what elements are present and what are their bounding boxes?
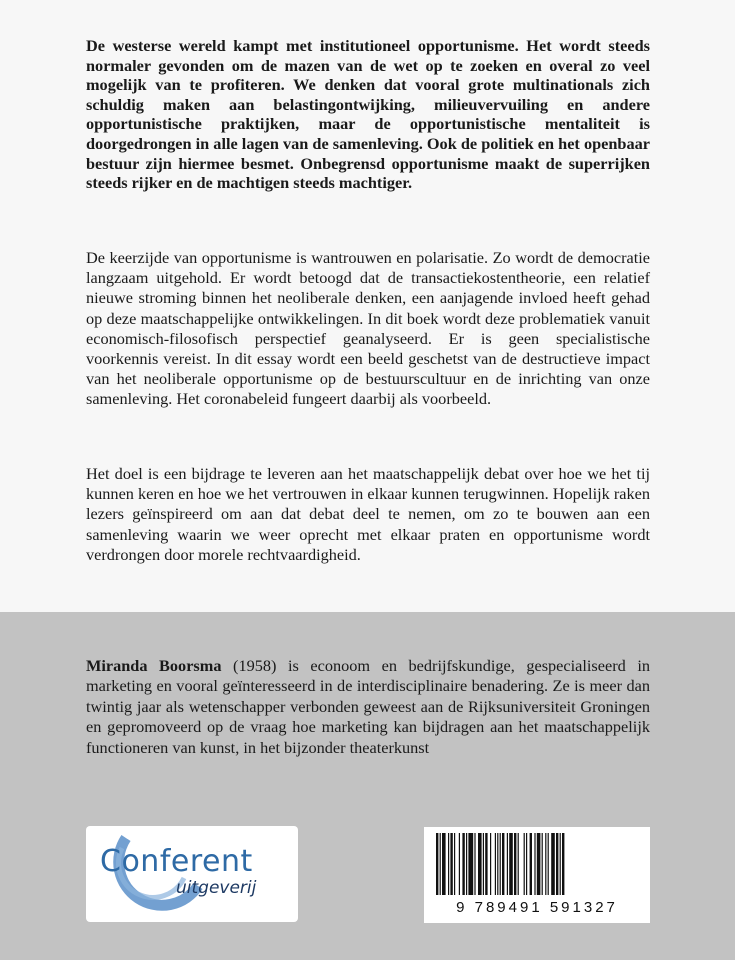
barcode-bar — [495, 833, 496, 895]
barcode-bar — [518, 833, 519, 895]
barcode-bar — [497, 833, 498, 895]
barcode-bar — [534, 833, 535, 895]
barcode-bar — [450, 833, 452, 895]
barcode-bar — [483, 833, 484, 895]
author-bio — [86, 656, 650, 758]
author-bio-text: (1958) is econoom en bedrijfskundige, gespecialiseerd in marketing en vooral geïnteresseerd in de interdisciplinaire benadering. Ze is meer dan twintig jaar als wetenschapper verbonden geweest aan de Rijksuniversiteit Groningen en gepromoveerd op de vraag hoe marketing kan bijdragen aan het maatschappelijk functioneren van kunst, in het bijzonder theaterkunst — [86, 656, 651, 757]
barcode-bar — [466, 833, 467, 895]
barcode-bar — [459, 833, 460, 895]
barcode-bar — [490, 833, 491, 895]
barcode-bar — [551, 833, 555, 895]
barcode-bar — [537, 833, 541, 895]
barcode-bar — [556, 833, 558, 895]
barcode-bar — [507, 833, 508, 895]
barcode-bar — [530, 833, 532, 895]
barcode-bar — [502, 833, 504, 895]
barcode-bar — [509, 833, 513, 895]
barcode-bar — [485, 833, 487, 895]
barcode-bar — [560, 833, 561, 895]
barcode-bar — [436, 833, 438, 895]
barcode-bar — [514, 833, 516, 895]
barcode-bar — [462, 833, 464, 895]
barcode-bar — [542, 833, 543, 895]
barcode-bar — [468, 833, 473, 895]
ean13-barcode-icon — [434, 833, 640, 897]
barcode-bar — [562, 833, 564, 895]
publisher-subtitle: uitgeverij — [176, 878, 257, 898]
body-paragraph-2: De keerzijde van opportunisme is wantrouwen en polarisatie. Zo wordt de democratie langzaam uitgehold. Er wordt betoogd dat de transactiekostentheorie, een relatief nieuwe stroming binnen het neoliberale denken, een aanjagende invloed heeft gehad op deze maatschappelijke ontwikkelingen. In dit boek wordt deze problematiek vanuit economisch-filosofisch perspectief geanalyseerd. Er is geen specialistische voorkennis vereist. In dit essay wordt een beeld geschetst van de destructieve impact van het neoliberale opportunisme op de bestuurscultuur en de inrichting van onze samenleving. Het coronabeleid fungeert daarbij als voorbeeld. — [86, 248, 650, 409]
publisher-logo — [86, 826, 298, 922]
barcode-bar — [524, 833, 525, 895]
intro-paragraph: De westerse wereld kampt met institutioneel opportunisme. Het wordt steeds normaler gevonden om de mazen van de wet op te zoeken en overal zo veel mogelijk van te profiteren. We denken dat vooral grote multinationals zich schuldig maken aan belastingontwijking, milieuvervuiling en andere opportunistische praktijken, maar de opportunistische mentaliteit is doorgedrongen in alle lagen van de samenleving. Ook de politiek en het openbaar bestuur zijn hiermee besmet. Onbegrensd opportunisme maakt de superrijken steeds rijker en de machtigen steeds machtiger. — [86, 36, 650, 193]
author-name: Miranda Boorsma — [86, 656, 222, 675]
barcode-bar — [454, 833, 455, 895]
barcode-bar — [474, 833, 475, 895]
body-paragraph-3: Het doel is een bijdrage te leveren aan het maatschappelijk debat over hoe we het tij kunnen keren en hoe we het vertrouwen in elkaar kunnen terugwinnen. Hopelijk raken lezers geïnspireerd om aan dat debat deel te nemen, om zo te bouwen aan een samenleving waarin we weer oprecht met elkaar praten en opportunisme wordt verdrongen door morele rechtvaardigheid. — [86, 464, 650, 564]
barcode-bar — [442, 833, 446, 895]
barcode-label — [424, 827, 650, 923]
barcode-bar — [448, 833, 449, 895]
barcode-bar — [526, 833, 527, 895]
barcode-bar — [478, 833, 482, 895]
publisher-name: Conferent — [100, 844, 253, 879]
barcode-bar — [500, 833, 501, 895]
barcode-bar — [545, 833, 546, 895]
barcode-bar — [548, 833, 549, 895]
isbn-number: 9 789491 591327 — [456, 899, 618, 916]
barcode-bar — [440, 833, 441, 895]
